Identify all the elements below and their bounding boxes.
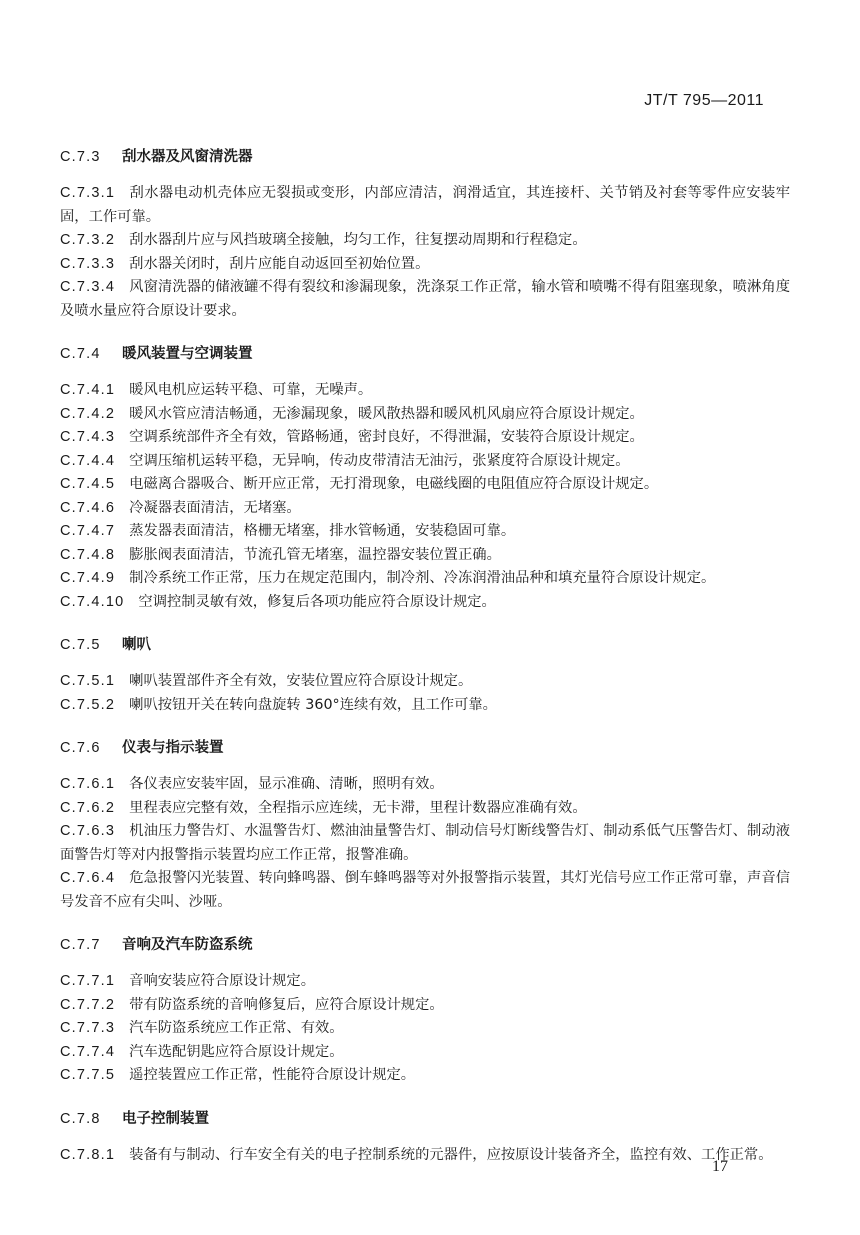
clause-c744: C.7.4.4 空调压缩机运转平稳，无异响，传动皮带清洁无油污，张紧度符合原设计规定。 — [60, 452, 630, 469]
clause-c742: C.7.4.2 暖风水管应清洁畅通，无渗漏现象，暖风散热器和暖风机风扇应符合原设计规定。 — [60, 405, 644, 422]
clause-c774: C.7.7.4 汽车选配钥匙应符合原设计规定。 — [60, 1043, 344, 1060]
clause-c746: C.7.4.6 冷凝器表面清洁，无堵塞。 — [60, 499, 301, 516]
clause-c773: C.7.7.3 汽车防盗系统应工作正常、有效。 — [60, 1020, 344, 1036]
section-c76-heading: C.7.6 仪表与指示装置 — [60, 740, 224, 756]
clause-c732: C.7.3.2 刮水器刮片应与风挡玻璃全接触，均匀工作，往复摆动周期和行程稳定。 — [60, 232, 587, 248]
clause-c781: C.7.8.1 装备有与制动、行车安全有关的电子控制系统的元器件，应按原设计装备齐全，监控有效、工作正常。 — [60, 1146, 773, 1163]
clause-c764: C.7.6.4 危急报警闪光装置、转向蜂鸣器、倒车蜂鸣器等对外报警指示装置，其灯光信号应工作正常可靠，声音信号发音不应有尖叫、沙哑。 — [60, 870, 790, 910]
clause-c751: C.7.5.1 喇叭装置部件齐全有效，安装位置应符合原设计规定。 — [60, 673, 473, 689]
clause-c749: C.7.4.9 制冷系统工作正常，压力在规定范围内，制冷剂、冷冻润滑油品种和填充量符合原设计规定。 — [60, 570, 716, 586]
clause-c741: C.7.4.1 暖风电机应运转平稳、可靠，无噪声。 — [60, 382, 373, 398]
clause-c747: C.7.4.7 蒸发器表面清洁，格栅无堵塞，排水管畅通，安装稳固可靠。 — [60, 523, 516, 539]
clause-c772: C.7.7.2 带有防盗系统的音响修复后，应符合原设计规定。 — [60, 996, 444, 1013]
section-c78-heading: C.7.8 电子控制装置 — [60, 1110, 209, 1127]
standard-code: JT/T 795—2011 — [644, 92, 764, 109]
clause-c734: C.7.3.4 风窗清洗器的储液罐不得有裂纹和渗漏现象，洗涤泵工作正常，输水管和喷嘴不得有阻塞现象，喷淋角度及喷水量应符合原设计要求。 — [60, 279, 790, 319]
clause-c745: C.7.4.5 电磁离合器吸合、断开应正常，无打滑现象，电磁线圈的电阻值应符合原设计规定。 — [60, 476, 659, 492]
section-c74-heading: C.7.4 暖风装置与空调装置 — [60, 346, 253, 362]
document-body — [60, 146, 790, 1167]
section-c77-heading: C.7.7 音响及汽车防盗系统 — [60, 937, 253, 953]
clause-c733: C.7.3.3 刮水器关闭时，刮片应能自动返回至初始位置。 — [60, 255, 430, 272]
section-c73-heading: C.7.3 刮水器及风窗清洗器 — [60, 149, 253, 165]
clause-c7410: C.7.4.10 空调控制灵敏有效，修复后各项功能应符合原设计规定。 — [60, 593, 496, 610]
page-number: 17 — [712, 1158, 728, 1175]
clause-c771: C.7.7.1 音响安装应符合原设计规定。 — [60, 973, 316, 989]
clause-c775: C.7.7.5 遥控装置应工作正常，性能符合原设计规定。 — [60, 1067, 416, 1083]
clause-c731: C.7.3.1 刮水器电动机壳体应无裂损或变形，内部应清洁，润滑适宜，其连接杆、关节销及衬套等零件应安装牢固，工作可靠。 — [60, 185, 790, 225]
clause-c752: C.7.5.2 喇叭按钮开关在转向盘旋转 360°连续有效，且工作可靠。 — [60, 696, 497, 713]
clause-c761: C.7.6.1 各仪表应安装牢固，显示准确、清晰，照明有效。 — [60, 776, 444, 792]
section-c75-heading: C.7.5 喇叭 — [60, 637, 151, 653]
clause-c748: C.7.4.8 膨胀阀表面清洁，节流孔管无堵塞，温控器安装位置正确。 — [60, 546, 501, 563]
clause-c743: C.7.4.3 空调系统部件齐全有效，管路畅通，密封良好，不得泄漏，安装符合原设计规定。 — [60, 429, 644, 445]
clause-c763: C.7.6.3 机油压力警告灯、水温警告灯、燃油油量警告灯、制动信号灯断线警告灯、制动系低气压警告灯、制动液面警告灯等对内报警指示装置均应工作正常，报警准确。 — [60, 823, 790, 863]
clause-c762: C.7.6.2 里程表应完整有效，全程指示应连续，无卡滞，里程计数器应准确有效。 — [60, 799, 587, 816]
